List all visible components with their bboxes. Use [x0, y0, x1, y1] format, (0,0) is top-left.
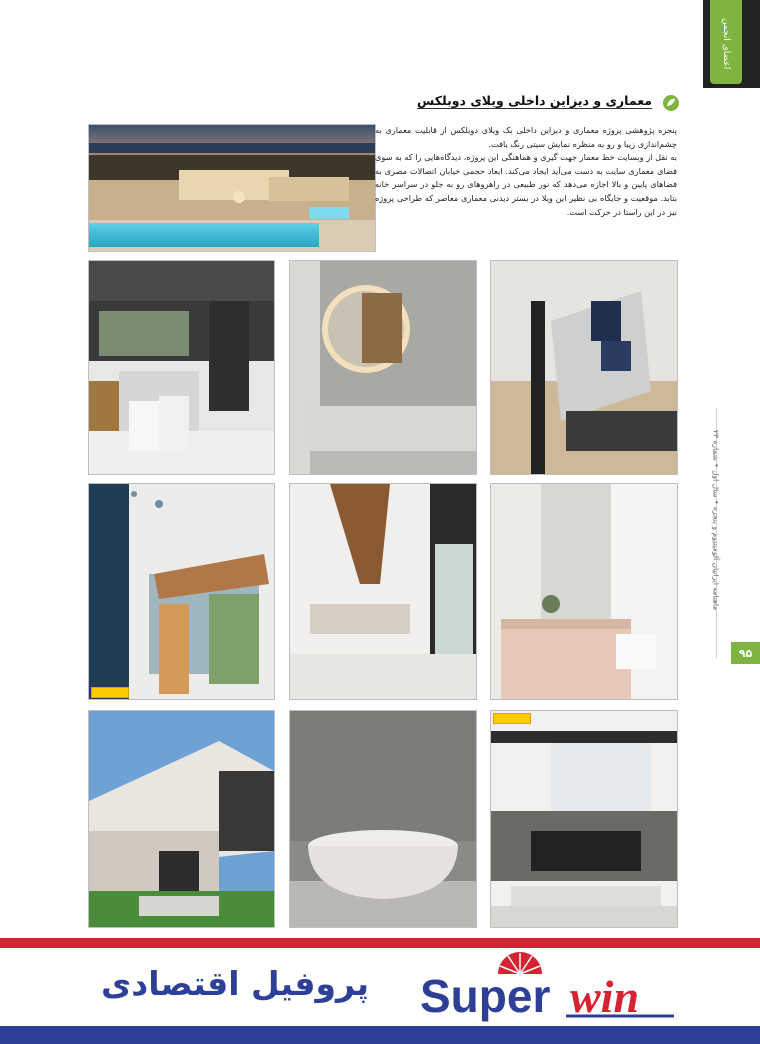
superwin-logo	[418, 952, 680, 1022]
article-paragraph-2: به نقل از وبسایت خط معمار جهت گیری و هماهنگی این پروژه، دیدگاه‌هایی را که به سوی فضای معماری سایت به دست می‌آید ایجاد می‌کند. ابعاد حجمی خیابان اتصالات مصری به فضاهای پایین و بالا اجازه می‌دهد که نور طبیعی در راهروهای رو به جلو در سراسر خانه بتابد. موقعیت و جایگاه بی نظیر این ویلا در بستر دیدنی معماری معاصر که طراحی پروژه نیز در این راستا در حرکت است.	[375, 152, 677, 217]
photo-exterior-facade	[88, 710, 275, 928]
section-tab-label: اعضای انجمن	[721, 18, 731, 70]
hero-photo-art	[89, 125, 375, 251]
photo-staircase	[88, 483, 275, 700]
photo-staircase-art	[89, 484, 274, 699]
photo-tag	[91, 687, 129, 698]
ad-blue-band	[0, 1026, 760, 1044]
photo-bathtub	[289, 710, 477, 928]
photo-double-height-hall-art	[491, 711, 677, 927]
photo-bathroom-sink-art	[491, 484, 677, 699]
ad-tagline: پروفیل اقتصادی	[101, 964, 369, 1003]
photo-kitchen-art	[89, 261, 274, 474]
article-title-row	[417, 92, 680, 114]
article-paragraph-1: پنجره پژوهشی پروژه معماری و دیزاین داخلی یک ویلای دوبلکس از قابلیت معماری به چشم‌اندازی زیبا و رو به منظره نمایش سیتی رنگ یافت.	[375, 125, 677, 149]
photo-double-height-hall	[490, 710, 678, 928]
photo-kitchen	[88, 260, 275, 475]
photo-tag	[493, 713, 531, 724]
photo-sofa-living-art	[491, 261, 677, 474]
brand-part1: Super	[420, 970, 551, 1022]
issue-label: ماهنامه ایرانیان آلومینیوم و پنجره • سال اول • شماره ۲۳	[711, 430, 721, 611]
ad-red-band	[0, 938, 760, 948]
article-body	[375, 124, 677, 219]
photo-bathtub-art	[290, 711, 476, 927]
photo-round-mirror-art	[290, 261, 476, 474]
photo-dining-hall-art	[290, 484, 476, 699]
photo-bathroom-sink	[490, 483, 678, 700]
article-title: معماری و دیزاین داخلی ویلای دوبلکس	[417, 93, 652, 108]
hero-photo-villa-pool	[88, 124, 376, 252]
leaf-icon	[662, 94, 680, 112]
photo-exterior-facade-art	[89, 711, 274, 927]
page-number: ۹۵	[731, 642, 760, 664]
photo-round-mirror	[289, 260, 477, 475]
photo-dining-hall	[289, 483, 477, 700]
brand-part2: win	[570, 971, 640, 1022]
photo-sofa-living	[490, 260, 678, 475]
